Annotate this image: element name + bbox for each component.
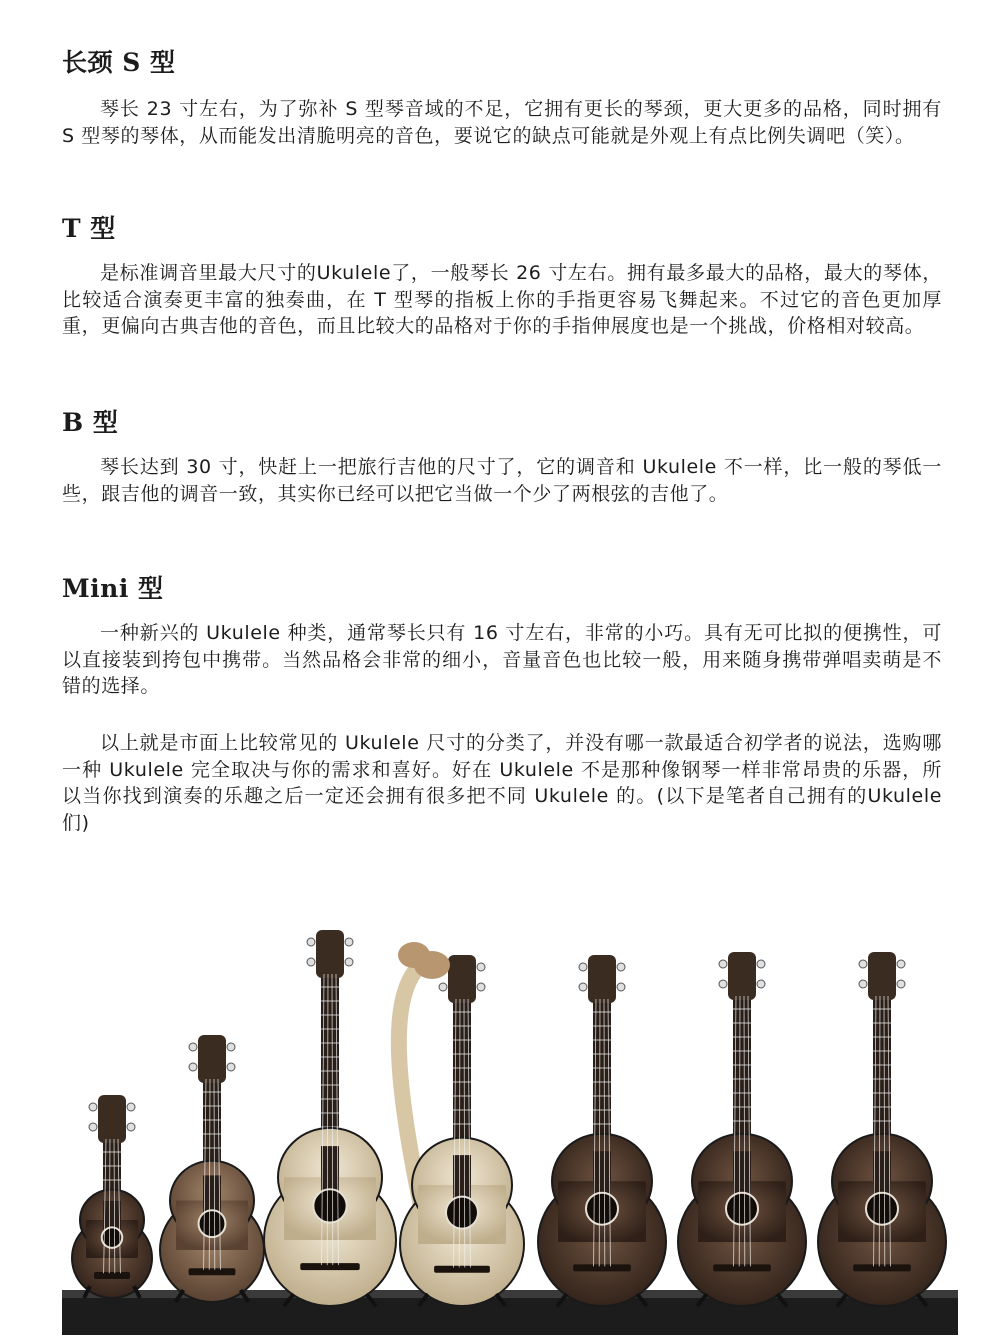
section-b-type [62,408,942,507]
section-long-neck-s [62,48,942,149]
section-heading: B 型 [62,408,119,437]
ukulele-2 [160,1035,264,1302]
section-paragraph: 琴长达到 30 寸，快赶上一把旅行吉他的尺寸了，它的调音和 Ukulele 不一样，比一般的琴低一些，跟吉他的调音一致，其实你已经可以把它当做一个少了两根弦的吉他了。 [62,456,942,505]
section-heading: 长颈 S 型 [62,48,176,77]
ukulele-4 [398,942,524,1306]
display-shelf [62,1295,958,1335]
ukulele-3 [264,930,396,1306]
section-paragraph: 一种新兴的 Ukulele 种类，通常琴长只有 16 寸左右，非常的小巧。具有无可比拟的便携性，可以直接装到挎包中携带。当然品格会非常的细小，音量音色也比较一般，用来随身携带弹唱卖萌是不错的选择。 [62,622,942,697]
section-paragraph: 是标准调音里最大尺寸的Ukulele了，一般琴长 26 寸左右。拥有最多最大的品格，最大的琴体，比较适合演奏更丰富的独奏曲，在 T 型琴的指板上你的手指更容易飞舞起来。不过它的音色更加厚重，更偏向古典吉他的音色，而且比较大的品格对于你的手指伸展度也是一个挑战，价格相对较高。 [62,262,942,337]
section-heading: Mini 型 [62,574,164,603]
section-t-type [62,214,942,340]
section-summary [62,730,942,836]
section-mini-type [62,574,942,700]
ukulele-7 [818,952,946,1306]
section-paragraph: 琴长 23 寸左右，为了弥补 S 型琴音域的不足，它拥有更长的琴颈，更大更多的品格，同时拥有 S 型琴的琴体，从而能发出清脆明亮的音色，要说它的缺点可能就是外观上有点比例失调吧（笑）。 [62,98,942,147]
ukulele-5 [538,955,666,1306]
ukulele-1 [72,1095,152,1298]
summary-paragraph: 以上就是市面上比较常见的 Ukulele 尺寸的分类了，并没有哪一款最适合初学者的说法，选购哪一种 Ukulele 完全取决与你的需求和喜好。好在 Ukulele 不是那种像钢琴一样非常昂贵的乐器，所以当你找到演奏的乐趣之后一定还会拥有很多把不同 Ukulele 的。(以下是笔者自己拥有的Ukulele 们) [62,732,942,834]
ukulele-6 [678,952,806,1306]
section-heading: T 型 [62,214,116,243]
ukulele-collection-photo [62,910,958,1335]
